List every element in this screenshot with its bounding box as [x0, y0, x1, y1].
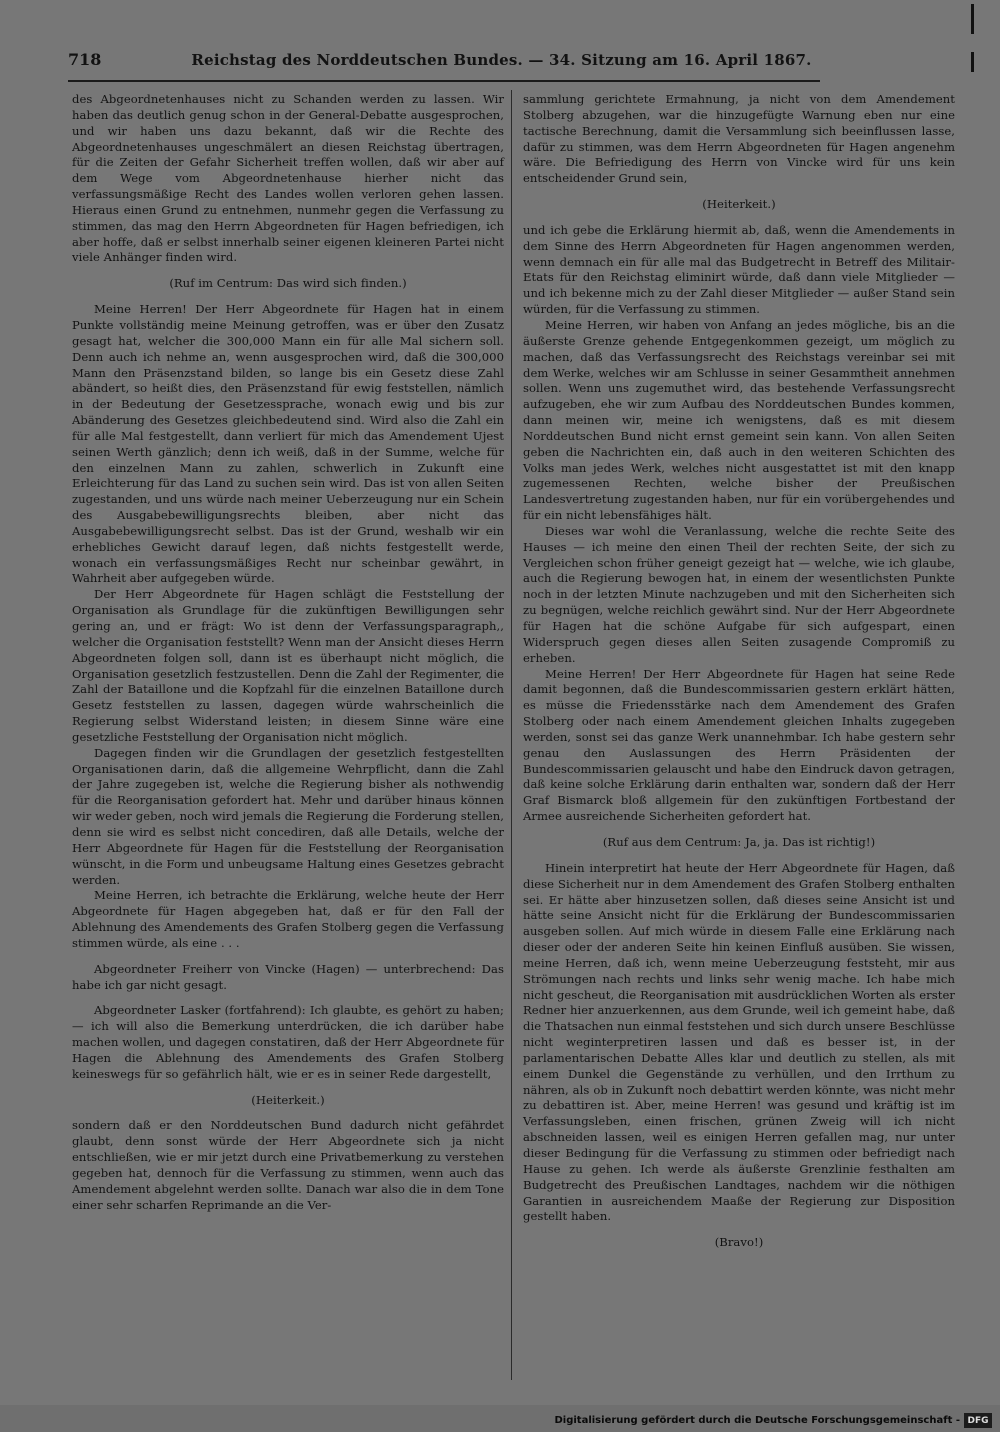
digitization-credit: Digitalisierung gefördert durch die Deutsche Forschungsgemeinschaft -	[554, 1415, 960, 1426]
interjection: (Ruf im Centrum: Das wird sich finden.)	[169, 276, 407, 291]
header-rule	[68, 80, 820, 82]
edge-mark-bottom	[971, 52, 974, 72]
paragraph: Der Herr Abgeordnete für Hagen schlägt die Feststellung der Organisation als Grundlage für die zukünftigen Bewilligungen sehr gering an, und er frägt: Wo ist denn der Verfassungsparagraph,, welcher die Organisation feststellt? Wenn man der Ansicht dieses Herrn Abgeordneten folgen soll, dann ist es überhaupt nicht möglich, die Organisation gesetzlich festzustellen. Denn die Zahl der Regimenter, die Zahl der Bataillone und die Kopfzahl für die einzelnen Bataillone durch Gesetz feststellen zu lassen, dagegen würde wahrscheinlich die Regierung selbst Widerstand leisten; in diesem Sinne wäre eine gesetzliche Feststellung der Organisation nicht möglich.	[72, 587, 504, 744]
paragraph: Dagegen finden wir die Grundlagen der gesetzlich festgestellten Organisationen darin, daß die allgemeine Wehrpflicht, dann die Zahl der Jahre zugegeben ist, welche die Regierung bisher als nothwendig für die Reorganisation gefordert hat. Mehr und darüber hinaus können wir weder geben, noch wird jemals die Regierung die Forderung stellen, denn sie wird es selbst nicht concediren, daß alle Details, welche der Herr Abgeordnete für Hagen für die Feststellung der Reorganisation wünscht, in die Form und unbeugsame Haltung eines Gesetzes gebracht werden.	[72, 745, 504, 887]
paragraph: Meine Herren, ich betrachte die Erklärung, welche heute der Herr Abgeordnete für Hagen abgegeben hat, daß er für den Fall der Ablehnung des Amendements des Grafen Stolberg gegen die Verfassung stimmen würde, als eine . . .	[72, 888, 504, 950]
paragraph: sondern daß er den Norddeutschen Bund dadurch nicht gefährdet glaubt, denn sonst würde der Herr Abgeordnete sich ja nicht entschließen, wie er mir jetzt durch eine Privatbemerkung zu verstehen gegeben hat, dennoch für die Verfassung zu stimmen, wenn auch das Amendement abgelehnt werden sollte. Danach war also die in dem Tone einer sehr scharfen Reprimande an die Ver-	[72, 1118, 504, 1212]
interjection: (Ruf aus dem Centrum: Ja, ja. Das ist richtig!)	[602, 834, 876, 849]
paragraph: des Abgeordnetenhauses nicht zu Schanden werden zu lassen. Wir haben das deutlich genug schon in der General-Debatte ausgesprochen, und wir haben uns dazu bekannt, daß wir die Rechte des Abgeordnetenhauses ungeschmälert an diesen Reichstag übertragen, für die Zeiten der Gefahr Sicherheit treffen wollen, daß wir aber auf dem Wege vom Abgeordnetenhause hierher nicht das verfassungsmäßige Recht des Landes wollen verloren gehen lassen. Hieraus einen Grund zu entnehmen, nunmehr gegen die Verfassung zu stimmen, das mag den Herrn Abgeordneten für Hagen befriedigen, ich aber hoffe, daß er selbst innerhalb seiner eigenen kleineren Partei nicht viele Anhänger finden wird.	[72, 92, 504, 265]
paragraph: Hinein interpretirt hat heute der Herr Abgeordnete für Hagen, daß diese Sicherheit nur in dem Amendement des Grafen Stolberg enthalten sei. Er hätte aber hinzusetzen sollen, daß dieses seine Ansicht ist und hätte seine Ansicht nicht für die Erklärung der Bundescommissarien ausgeben sollen. Auf mich würde in diesem Falle eine Erklärung nach dieser oder der anderen Seite hin keinen Einfluß ausüben. Sie wissen, meine Herren, daß ich, wenn meine Ueberzeugung feststeht, mir aus Strömungen nach rechts und links sehr wenig mache. Ich habe mich nicht gescheut, die Reorganisation mit ausdrücklichen Worten als erster Redner hier anzuerkennen, aus dem Grunde, weil ich gemeint habe, daß die Thatsachen nun einmal feststehen und sich durch unsere Beschlüsse nicht weginterpretiren lassen und daß es besser ist, in der parlamentarischen Debatte Alles klar und deutlich zu stellen, als mit einem Dunkel die Gegenstände zu verhüllen, und den Irrthum zu nähren, als ob in Zukunft noch debattirt werden könnte, was nicht mehr zu debattiren ist. Aber, meine Herren! was gesund und kräftig ist im Verfassungsleben, einen frischen, grünen Zweig will ich nicht abschneiden lassen, weil es einigen Herren gefallen mag, nur unter dieser Bedingung für die Verfassung zu stimmen oder befriedigt nach Hause zu gehen. Ich werde als äußerste Grenzlinie festhalten am Budgetrecht des Preußischen Landtages, nachdem wir die nöthigen Garantien in ausreichendem Maaße der Regierung zur Disposition gestellt haben.	[523, 860, 955, 1224]
interjection: (Heiterkeit.)	[251, 1092, 325, 1107]
page-header	[68, 50, 818, 76]
interjection: (Bravo!)	[714, 1235, 764, 1250]
edge-mark-top	[971, 4, 974, 34]
paragraph: Dieses war wohl die Veranlassung, welche die rechte Seite des Hauses — ich meine den einen Theil der rechten Seite, der sich zu Vergleichen schon früher geneigt gezeigt hat — welche, wie ich glaube, auch die Regierung bewogen hat, in einem der wesentlichsten Punkte noch in der letzten Minute nachzugeben und mit den Sicherheiten sich zu begnügen, welche reichlich gewährt sind. Nur der Herr Abgeordnete für Hagen hat die schöne Aufgabe für sich aufgespart, einen Widerspruch gegen dieses allen Seiten zusagende Compromiß zu erheben.	[523, 523, 955, 665]
speaker-paragraph: Abgeordneter Lasker (fortfahrend): Ich glaubte, es gehört zu haben; — ich will also die Bemerkung unterdrücken, die ich darüber habe machen wollen, und dagegen constatiren, daß der Herr Abgeordnete für Hagen die Ablehnung des Amendements des Grafen Stolberg keineswegs für so gefährlich hält, wie er es in seiner Rede dargestellt,	[72, 1003, 504, 1081]
paragraph: Meine Herren! Der Herr Abgeordnete für Hagen hat in einem Punkte vollständig meine Meinung getroffen, was er über den Zusatz gesagt hat, welcher die 300,000 Mann ein für alle Mal sichern soll. Denn auch ich nehme an, wenn ausgesprochen wird, daß die 300,000 Mann den Präsenzstand bilden, so lange bis ein Gesetz diese Zahl abändert, so heißt dies, den Präsenzstand für ewig feststellen, nämlich in der Bedeutung der Gesetzessprache, wonach ewig und bis zur Abänderung des Gesetzes gleichbedeutend sind. Wird also die Zahl ein für alle Mal festgestellt, dann verliert für mich das Amendement Ujest seinen Werth gänzlich; denn ich weiß, daß in der Summe, welche für den einzelnen Mann zu zahlen, schwerlich in Zukunft eine Erleichterung für das Land zu suchen sein wird. Das ist von allen Seiten zugestanden, und uns würde nach meiner Ueberzeugung nur ein Schein des Ausgabebewilligungsrechts bleiben, aber nicht das Ausgabebewilligungsrecht selbst. Das ist der Grund, weshalb wir ein erhebliches Gewicht darauf legen, daß nichts festgestellt werde, wonach ein verfassungsmäßiges Recht nur scheinbar gewährt, in Wahrheit aber aufgegeben würde.	[72, 302, 504, 586]
interjection: (Heiterkeit.)	[702, 197, 776, 212]
right-column	[523, 92, 955, 1251]
speaker-paragraph: Abgeordneter Freiherr von Vincke (Hagen) — unterbrechend: Das habe ich gar nicht gesagt.	[72, 961, 504, 992]
paragraph: sammlung gerichtete Ermahnung, ja nicht von dem Amendement Stolberg abzugehen, war die hinzugefügte Warnung eben nur eine tactische Berechnung, damit die Versammlung sich beeinflussen lasse, dafür zu stimmen, was dem Herrn Abgeordneten für Hagen angenehm wäre. Die Befriedigung des Herrn von Vincke wird für uns kein entscheidender Grund sein,	[523, 92, 955, 186]
column-divider	[511, 90, 512, 1380]
left-column	[72, 92, 504, 1214]
dfg-logo: DFG	[964, 1413, 992, 1428]
paragraph: Meine Herren! Der Herr Abgeordnete für Hagen hat seine Rede damit begonnen, daß die Bundescommissarien gestern erklärt hätten, es müsse die Friedensstärke nach dem Amendement des Grafen Stolberg oder nach einem Amendement gleichen Inhalts zugegeben werden, sonst sei das ganze Werk unannehmbar. Ich habe gestern sehr genau den Auslassungen des Herrn Präsidenten der Bundescommissarien gelauscht und habe den Eindruck davon getragen, daß keine solche Erklärung darin enthalten war, sondern daß der Herr Graf Bismarck bloß allgemein für den zukünftigen Fortbestand der Armee ausreichende Sicherheiten gefordert hat.	[523, 666, 955, 824]
paragraph: und ich gebe die Erklärung hiermit ab, daß, wenn die Amendements in dem Sinne des Herrn Abgeordneten für Hagen angenommen werden, wenn demnach ein für alle mal das Budgetrecht in Betreff des Militair-Etats für den Reichstag eliminirt würde, daß dann viele Mitglieder — und ich bekenne mich zu der Zahl dieser Mitglieder — außer Stand sein würden, für die Verfassung zu stimmen.	[523, 222, 955, 317]
running-head: Reichstag des Norddeutschen Bundes. — 34. Sitzung am 16. April 1867.	[191, 51, 812, 69]
paragraph: Meine Herren, wir haben von Anfang an jedes mögliche, bis an die äußerste Grenze gehende Entgegenkommen gezeigt, um möglich zu machen, daß das Verfassungsrecht des Reichstags vereinbar sei mit dem Werke, welches wir am Schlusse in seiner Gesammtheit annehmen sollen. Wenn uns zugemuthet wird, das bestehende Verfassungsrecht aufzugeben, ehe wir zum Aufbau des Norddeutschen Bundes kommen, dann meinen wir, meine ich wenigstens, daß es mit diesem Norddeutschen Bund nicht ernst gemeint sein kann. Von allen Seiten geben die Nachrichten ein, daß auch in den weiteren Schichten des Volks man jedes Werk, welches nicht ausgestattet ist mit den knapp zugemessenen Rechten, welche bisher der Preußischen Landesvertretung zugestanden haben, nur für ein vorübergehendes und für ein nicht lebensfähiges hält.	[523, 317, 955, 523]
page-number: 718	[68, 50, 102, 69]
